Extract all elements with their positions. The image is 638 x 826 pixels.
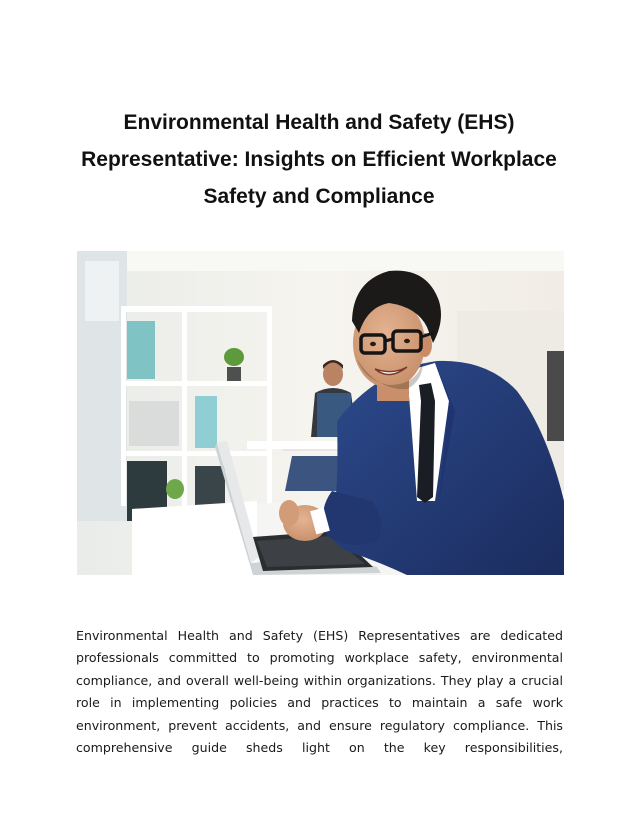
title-line-2: Representative: Insights on Efficient Workplace (81, 148, 557, 172)
title-line-3: Safety and Compliance (203, 185, 435, 209)
page-title (40, 104, 598, 215)
hero-photo (77, 251, 564, 575)
office-worker-photo-icon (77, 251, 564, 575)
body-paragraph: Environmental Health and Safety (EHS) Representatives are dedicated professionals committed to promoting workplace safety, environmental compliance, and overall well-being within organizations. They play a crucial role in implementing policies and practices to maintain a safe work environment, prevent accidents, and ensure regulatory compliance. This comprehensive guide sheds light on the key responsibilities, (76, 627, 563, 756)
title-line-1: Environmental Health and Safety (EHS) (123, 111, 515, 135)
